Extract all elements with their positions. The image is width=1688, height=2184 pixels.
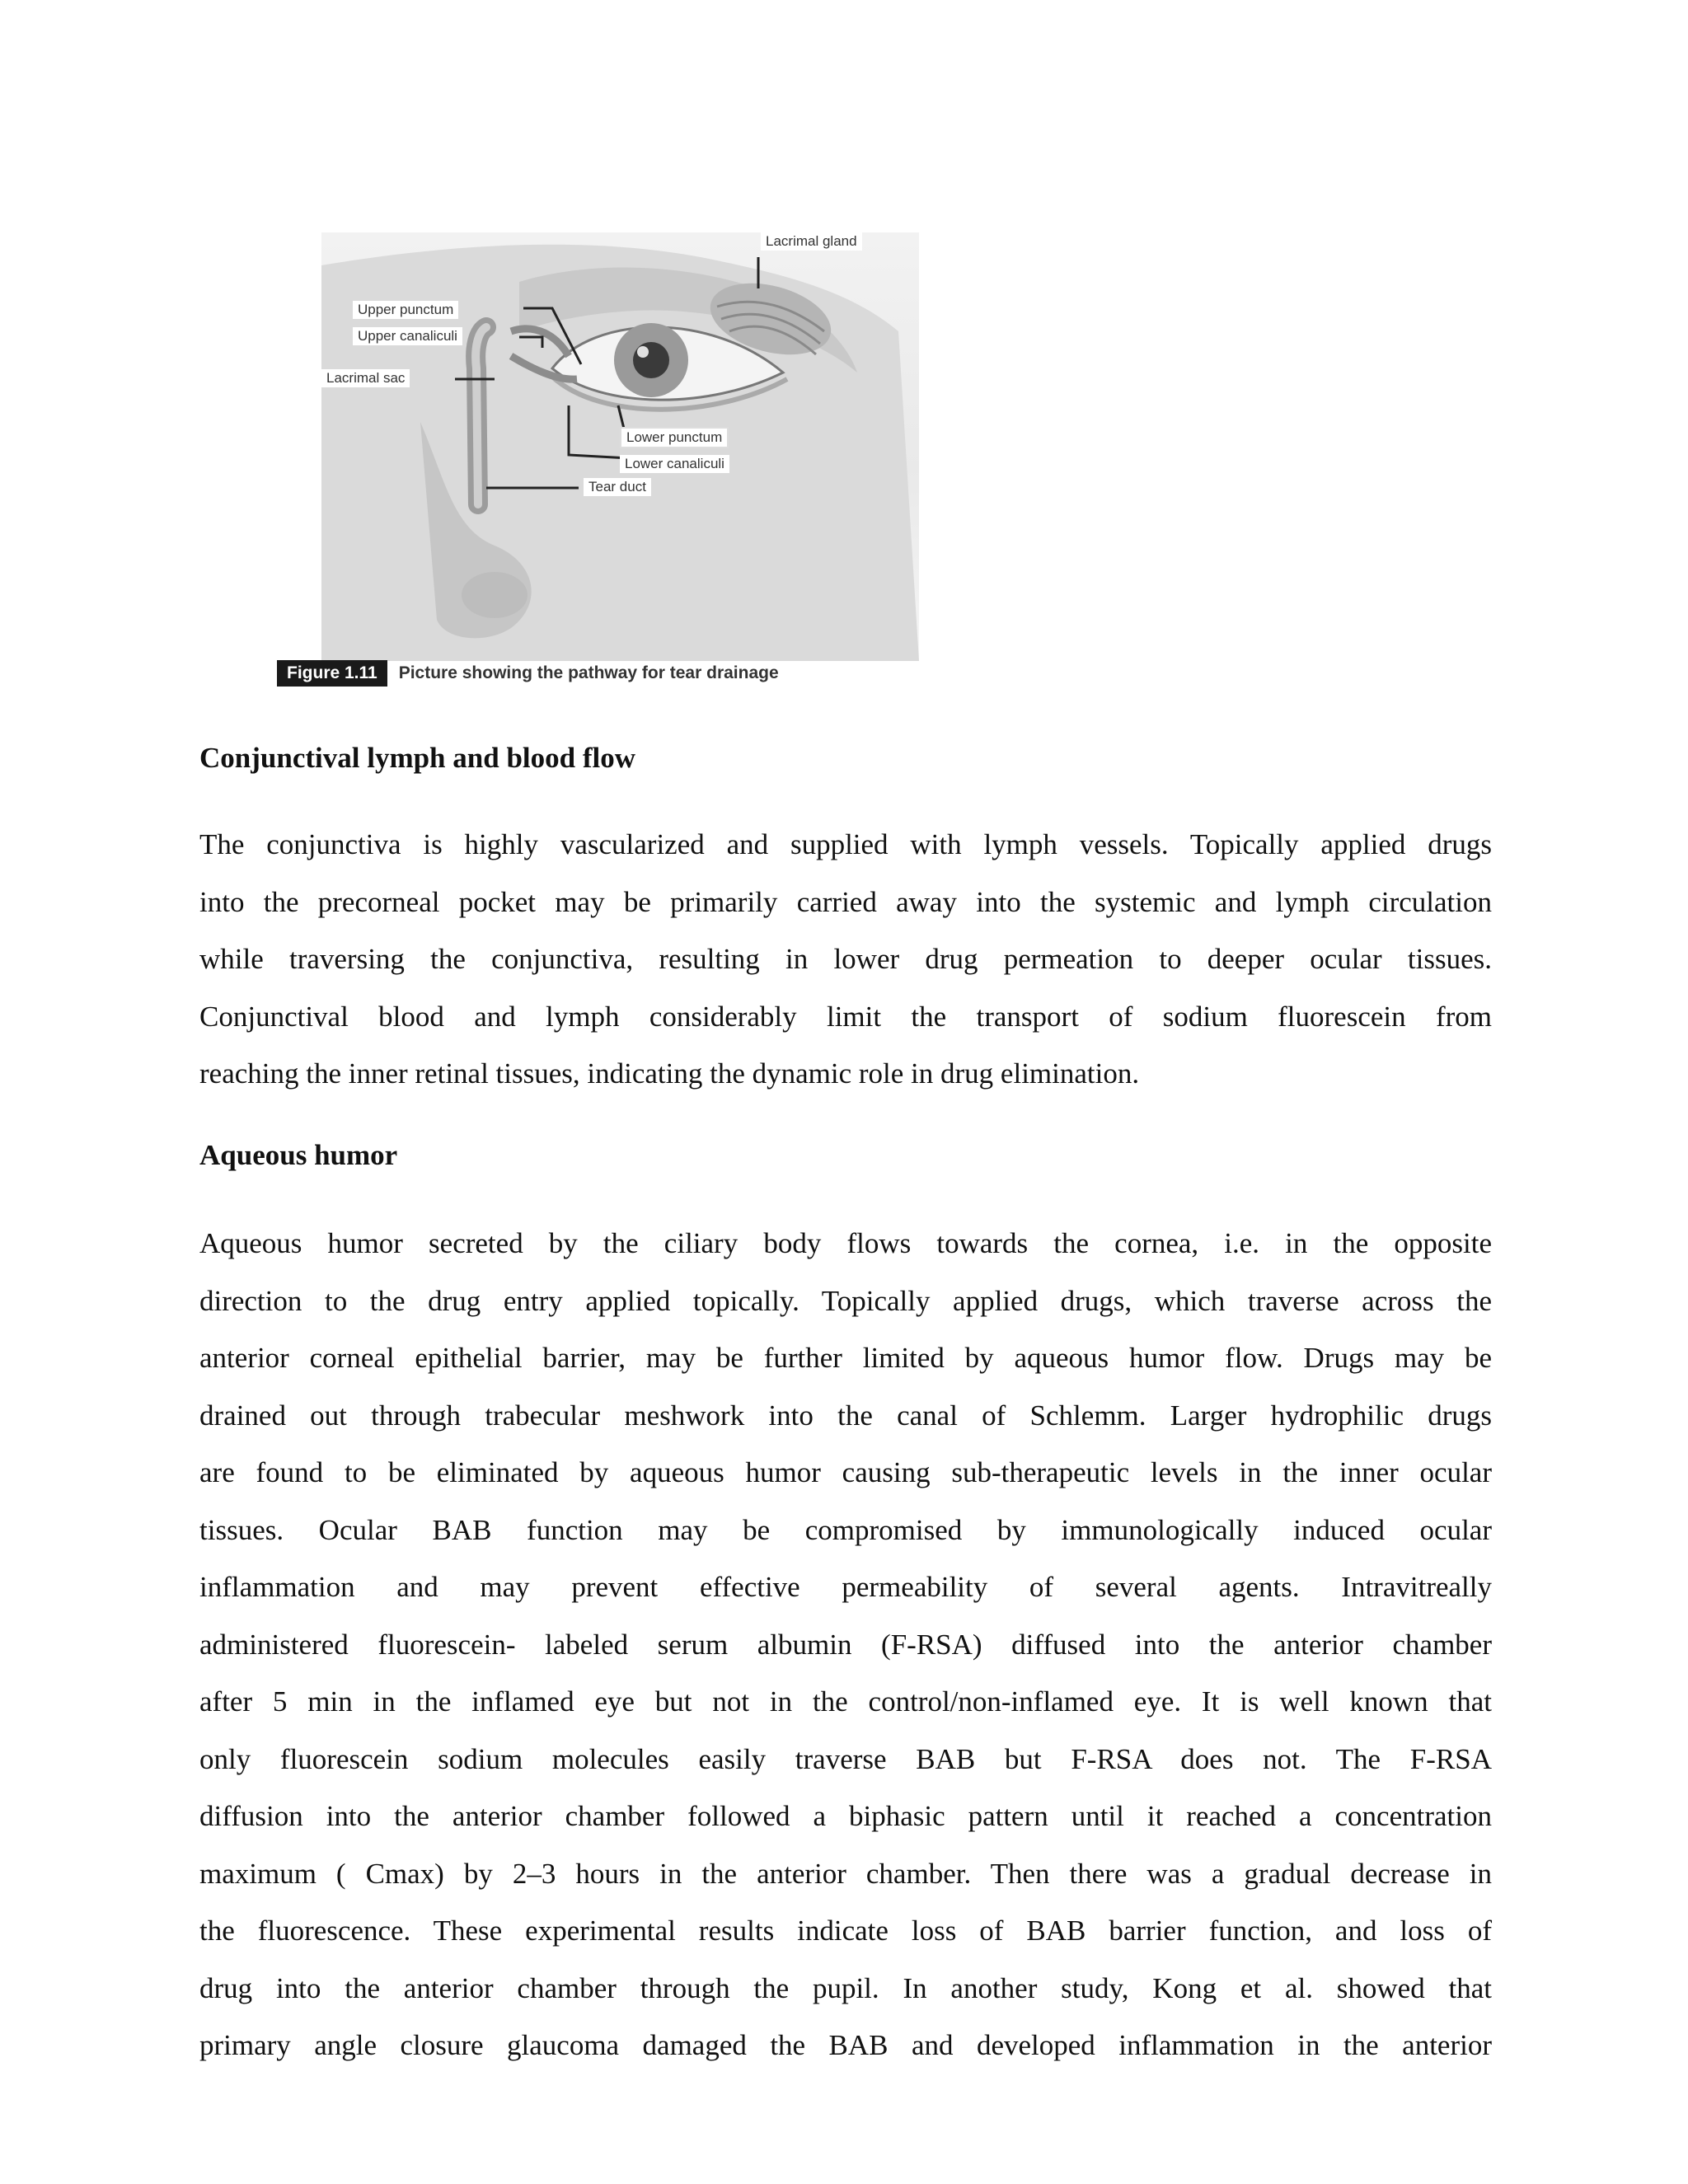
text-line: drug into the anterior chamber through the pupil. In another study, Kong et al. showed that (199, 1971, 1492, 2004)
text-line: are found to be eliminated by aqueous humor causing sub-therapeutic levels in the inner ocular (199, 1456, 1492, 1488)
figure-caption-text: Picture showing the pathway for tear drainage (398, 663, 779, 682)
label-lacrimal-sac: Lacrimal sac (321, 369, 410, 387)
text-line: The conjunctiva is highly vascularized and supplied with lymph vessels. Topically applied drugs (199, 828, 1492, 860)
label-upper-canaliculi: Upper canaliculi (353, 327, 462, 345)
label-lower-canaliculi: Lower canaliculi (620, 455, 729, 473)
label-upper-punctum: Upper punctum (353, 301, 458, 319)
text-line: only fluorescein sodium molecules easily traverse BAB but F-RSA does not. The F-RSA (199, 1742, 1492, 1775)
text-line: tissues. Ocular BAB function may be compromised by immunologically induced ocular (199, 1513, 1492, 1546)
label-lower-punctum: Lower punctum (620, 427, 729, 448)
text-line: into the precorneal pocket may be primarily carried away into the systemic and lymph circulation (199, 885, 1492, 918)
section-heading-aqueous-humor: Aqueous humor (199, 1139, 398, 1171)
label-tear-duct: Tear duct (584, 478, 651, 496)
paragraph-aqueous-humor (199, 1215, 1492, 2074)
text-line: primary angle closure glaucoma damaged the BAB and developed inflammation in the anterior (199, 2029, 1492, 2061)
text-line: Aqueous humor secreted by the ciliary body flows towards the cornea, i.e. in the opposite (199, 1227, 1492, 1259)
figure-number: Figure 1.11 (277, 660, 387, 687)
tear-drainage-figure (321, 232, 919, 661)
text-line: reaching the inner retinal tissues, indicating the dynamic role in drug elimination. (199, 1057, 1140, 1090)
text-line: Conjunctival blood and lymph considerably limit the transport of sodium fluorescein from (199, 1000, 1492, 1033)
label-lacrimal-gland: Lacrimal gland (761, 232, 862, 251)
figure-caption (277, 659, 779, 687)
text-line: inflammation and may prevent effective permeability of several agents. Intravitreally (199, 1571, 1492, 1603)
text-line: while traversing the conjunctiva, resulting in lower drug permeation to deeper ocular tissues. (199, 943, 1492, 975)
paragraph-conjunctival (199, 816, 1492, 1103)
text-line: drained out through trabecular meshwork into the canal of Schlemm. Larger hydrophilic drugs (199, 1399, 1492, 1432)
text-line: direction to the drug entry applied topically. Topically applied drugs, which traverse across the (199, 1284, 1492, 1317)
section-heading-conjunctival: Conjunctival lymph and blood flow (199, 742, 636, 774)
text-line: anterior corneal epithelial barrier, may be further limited by aqueous humor flow. Drugs may be (199, 1342, 1492, 1374)
text-line: administered fluorescein- labeled serum albumin (F-RSA) diffused into the anterior chamber (199, 1628, 1492, 1661)
text-line: diffusion into the anterior chamber followed a biphasic pattern until it reached a concentration (199, 1800, 1492, 1832)
text-line: maximum ( Cmax) by 2–3 hours in the anterior chamber. Then there was a gradual decrease in (199, 1857, 1492, 1890)
text-line: after 5 min in the inflamed eye but not in the control/non-inflamed eye. It is well known that (199, 1685, 1492, 1718)
text-line: the fluorescence. These experimental results indicate loss of BAB barrier function, and loss of (199, 1915, 1492, 1947)
